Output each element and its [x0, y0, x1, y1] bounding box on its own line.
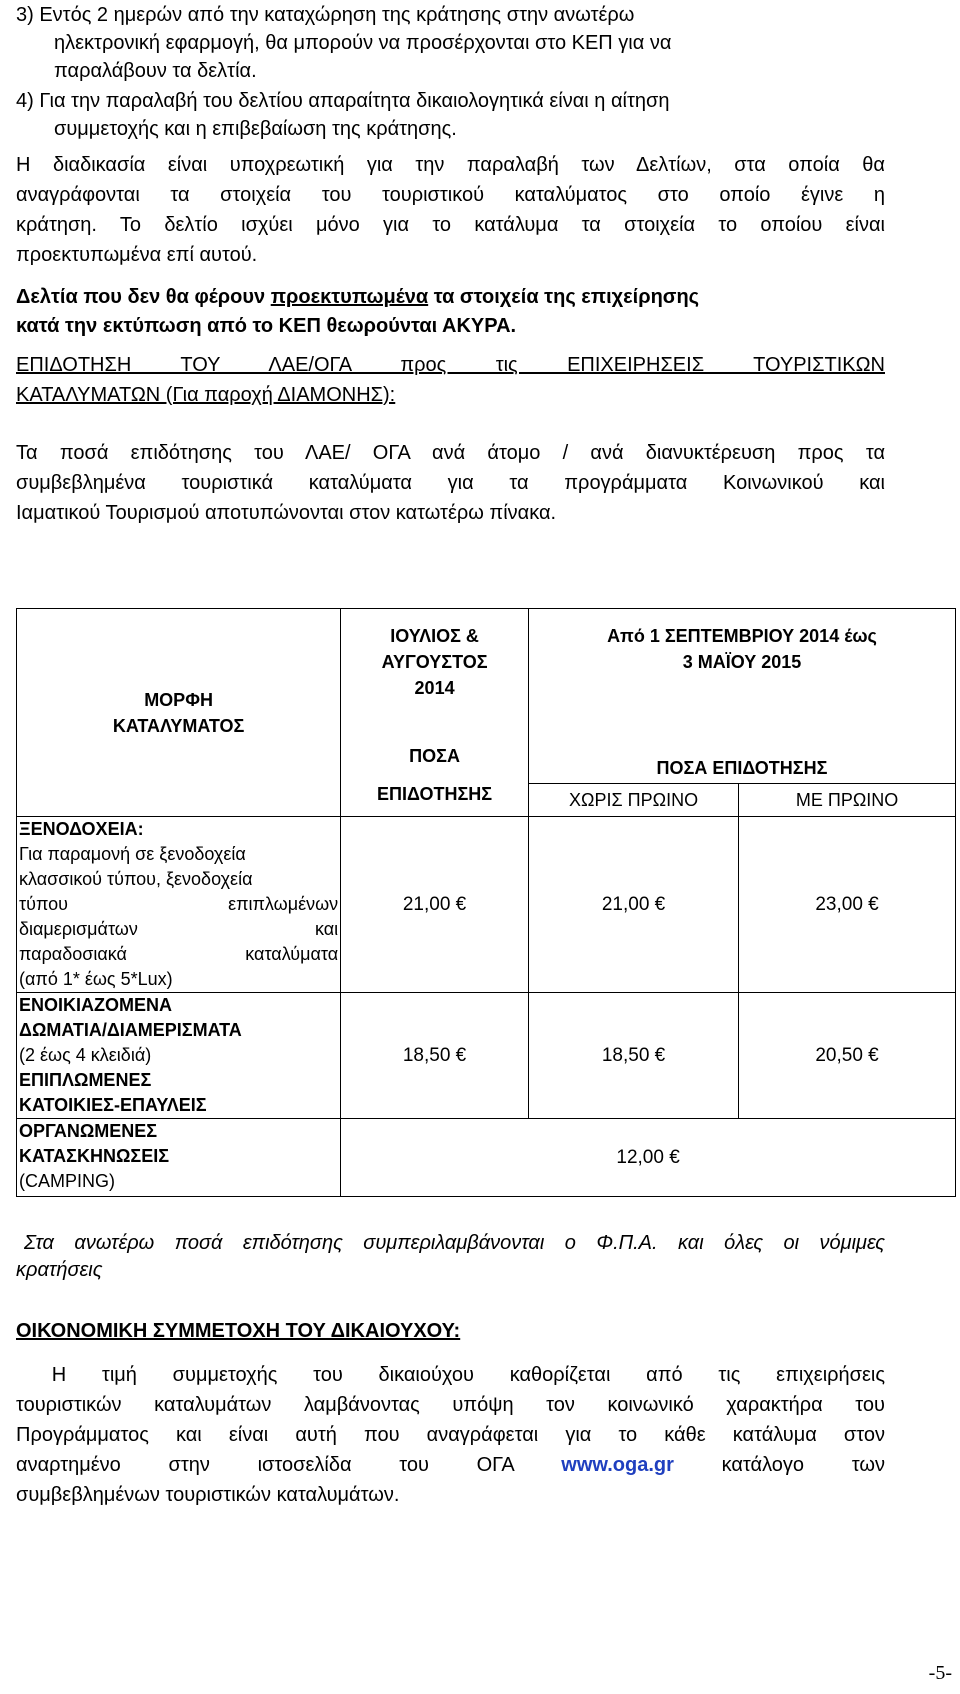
- procedure-line-1: Η διαδικασία είναι υποχρεωτική για την παραλαβή των Δελτίων, στα οποία θα: [16, 154, 885, 176]
- header-summer-amount-line-2: ΕΠΙΔΟΤΗΣΗΣ: [377, 784, 493, 804]
- row-hotels-desc-line-6: (από 1* έως 5*Lux): [19, 969, 173, 989]
- subsidy-intro-line-2: συμβεβλημένα τουριστικά καταλύματα για τα προγράμματα Κοινωνικού και: [16, 472, 885, 494]
- row-camping-amount: 12,00 €: [341, 1119, 956, 1197]
- row-hotels-with-breakfast: 23,00 €: [739, 817, 956, 993]
- header-accommodation-type-line-2: ΚΑΤΑΛΥΜΑΤΟΣ: [112, 715, 245, 736]
- contribution-line-4-before: αναρτημένο στην ιστοσελίδα του ΟΓΑ: [16, 1454, 562, 1476]
- header-summer-period: [341, 609, 528, 701]
- row-hotels-summer-amount: 21,00 €: [341, 817, 529, 993]
- header-summer-period-line-2: ΑΥΓΟΥΣΤΟΣ: [381, 652, 488, 672]
- row-hotels-desc-line-4: διαμερισμάτων και: [19, 919, 339, 939]
- warning-text-after: τα στοιχεία της επιχείρησης: [428, 286, 700, 308]
- header-summer-amount-line-1: ΠΟΣΑ: [409, 746, 460, 766]
- row-rooms-keys: (2 έως 4 κλειδιά): [19, 1045, 152, 1065]
- list-item-4-line-1: 4) Για την παραλαβή του δελτίου απαραίτητα δικαιολογητικά είναι η αίτηση: [16, 90, 670, 112]
- row-hotels-desc-line-3: τύπου επιπλωμένων: [19, 894, 339, 914]
- header-winter-period-text: [529, 609, 955, 675]
- subsidy-table: [16, 608, 956, 1197]
- procedure-line-2: αναγράφονται τα στοιχεία του τουριστικού καταλύματος στο οποίο έγινε η: [16, 184, 885, 206]
- procedure-line-3: κράτηση. Το δελτίο ισχύει μόνο για το κατάλυμα τα στοιχεία το οποίου είναι: [16, 214, 885, 236]
- row-camping-title-line-2: ΚΑΤΑΣΚΗΝΩΣΕΙΣ: [19, 1146, 170, 1166]
- header-without-breakfast: ΧΩΡΙΣ ΠΡΩΙΝΟ: [528, 784, 738, 817]
- row-camping-title-line-1: ΟΡΓΑΝΩΜΕΝΕΣ: [19, 1121, 158, 1141]
- contribution-line-1: Η τιμή συμμετοχής του δικαιούχου καθορίζεται από τις επιχειρήσεις: [16, 1364, 885, 1386]
- contribution-heading: ΟΙΚΟΝΟΜΙΚΗ ΣΥΜΜΕΤΟΧΗ ΤΟΥ ΔΙΚΑΙΟΥΧΟΥ:: [16, 1320, 461, 1342]
- row-rooms-without-breakfast: 18,50 €: [528, 993, 738, 1119]
- subsidy-heading-line-2: ΚΑΤΑΛΥΜΑΤΩΝ (Για παροχή ΔΙΑΜΟΝΗΣ):: [16, 384, 396, 406]
- header-winter-amount: ΠΟΣΑ ΕΠΙΔΟΤΗΣΗΣ: [656, 758, 828, 778]
- row-hotels-desc-line-2: κλασσικού τύπου, ξενοδοχεία: [19, 869, 253, 889]
- header-summer-period-line-1: ΙΟΥΛΙΟΣ &: [390, 626, 479, 646]
- warning-line-2: κατά την εκτύπωση από το ΚΕΠ θεωρούνται ΑΚΥΡΑ.: [16, 315, 517, 337]
- warning-text-underlined: προεκτυπωμένα: [270, 286, 429, 308]
- table-footnote-line-1: Στα ανωτέρω ποσά επιδότησης συμπεριλαμβάνονται ο Φ.Π.Α. και όλες οι νόμιμες: [24, 1232, 885, 1254]
- row-rooms-title2-line-2: ΚΑΤΟΙΚΙΕΣ-ΕΠΑΥΛΕΙΣ: [19, 1095, 207, 1115]
- header-summer-2014: [341, 609, 529, 817]
- row-hotels-without-breakfast: 21,00 €: [528, 817, 738, 993]
- row-hotels-type: [17, 817, 341, 993]
- list-item-4-line-2: συμμετοχής και η επιβεβαίωση της κράτησης.: [54, 118, 457, 140]
- header-summer-period-line-3: 2014: [414, 678, 455, 698]
- row-hotels-desc-line-1: Για παραμονή σε ξενοδοχεία: [19, 844, 246, 864]
- row-hotels-title: ΞΕΝΟΔΟΧΕΙΑ:: [19, 819, 144, 839]
- warning-text-before: Δελτία που δεν θα φέρουν: [16, 286, 271, 308]
- procedure-line-4: προεκτυπωμένα επί αυτού.: [16, 244, 258, 266]
- subsidy-intro-line-3: Ιαματικού Τουρισμού αποτυπώνονται στον κατωτέρω πίνακα.: [16, 502, 557, 524]
- subsidy-intro-line-1: Τα ποσά επιδότησης του ΛΑΕ/ ΟΓΑ ανά άτομο / ανά διανυκτέρευση προς τα: [16, 442, 885, 464]
- warning-line-1: [16, 282, 699, 312]
- row-camping-suffix: (CAMPING): [19, 1171, 115, 1191]
- list-item-3-line-2: ηλεκτρονική εφαρμογή, θα μπορούν να προσέρχονται στο ΚΕΠ για να: [54, 32, 672, 54]
- contribution-line-3: Προγράμματος και είναι αυτή που αναγράφεται για το κάθε κατάλυμα στον: [16, 1424, 885, 1446]
- contribution-line-2: τουριστικών καταλυμάτων λαμβάνοντας υπόψη τον κοινωνικό χαρακτήρα του: [16, 1394, 885, 1416]
- contribution-line-4: [16, 1450, 885, 1480]
- table-row: [17, 993, 956, 1119]
- table-row: [17, 1119, 956, 1197]
- header-with-breakfast: ΜΕ ΠΡΩΙΝΟ: [739, 784, 956, 817]
- contribution-line-5: συμβεβλημένων τουριστικών καταλυμάτων.: [16, 1484, 400, 1506]
- table-footnote-line-2: κρατήσεις: [16, 1259, 103, 1281]
- row-rooms-title-line-2: ΔΩΜΑΤΙΑ/ΔΙΑΜΕΡΙΣΜΑΤΑ: [19, 1020, 242, 1040]
- row-rooms-title2-line-1: ΕΠΙΠΛΩΜΕΝΕΣ: [19, 1070, 152, 1090]
- row-hotels-desc-line-5: παραδοσιακά καταλύματα: [19, 944, 339, 964]
- header-accommodation-type-line-1: ΜΟΡΦΗ: [144, 689, 213, 710]
- header-winter-period-line-2: 3 ΜΑΪΟΥ 2015: [682, 652, 802, 672]
- list-item-3-line-1: 3) Εντός 2 ημερών από την καταχώρηση της κράτησης στην ανωτέρω: [16, 4, 635, 26]
- table-row: [17, 817, 956, 993]
- row-rooms-with-breakfast: 20,50 €: [739, 993, 956, 1119]
- header-winter-period: [528, 609, 955, 784]
- row-rooms-summer-amount: 18,50 €: [341, 993, 529, 1119]
- page-number: -5-: [928, 1662, 952, 1684]
- row-rooms-type: [17, 993, 341, 1119]
- oga-website-link[interactable]: www.oga.gr: [561, 1454, 674, 1476]
- header-winter-period-line-1: Από 1 ΣΕΠΤΕΜΒΡΙΟΥ 2014 έως: [607, 626, 877, 646]
- header-accommodation-type: [17, 609, 341, 817]
- row-camping-type: [17, 1119, 341, 1197]
- list-item-3-line-3: παραλάβουν τα δελτία.: [54, 60, 257, 82]
- header-summer-amount: [341, 737, 528, 813]
- subsidy-heading-line-1: ΕΠΙΔΟΤΗΣΗ ΤΟΥ ΛΑΕ/ΟΓΑ προς τις ΕΠΙΧΕΙΡΗΣΕΙΣ ΤΟΥΡΙΣΤΙΚΩΝ: [16, 354, 885, 376]
- row-rooms-title-line-1: ΕΝΟΙΚΙΑΖΟΜΕΝΑ: [19, 995, 172, 1015]
- contribution-line-4-after: κατάλογο των: [673, 1454, 885, 1476]
